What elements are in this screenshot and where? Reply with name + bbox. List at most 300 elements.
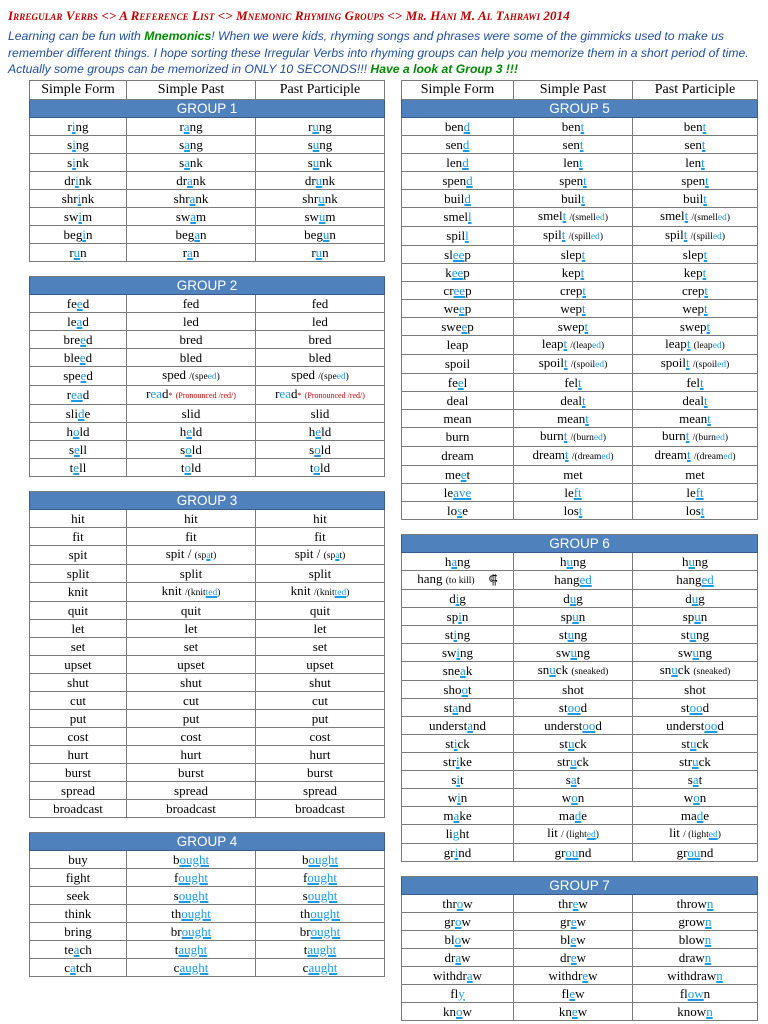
cell-text: t xyxy=(562,208,567,223)
group-title: GROUP 2 xyxy=(30,277,385,295)
cell-text: o xyxy=(454,931,462,947)
cell-text: ) xyxy=(600,341,605,351)
cell-text: /(leap xyxy=(570,341,593,351)
simple-form-cell xyxy=(402,717,514,735)
simple-form-cell xyxy=(402,644,514,662)
simple-past-cell xyxy=(127,528,256,546)
verb-row xyxy=(30,172,385,190)
cell-text: w xyxy=(463,895,473,911)
cell-text: beg xyxy=(175,226,195,242)
simple-form-cell xyxy=(30,941,127,959)
cell-text: n xyxy=(703,985,711,1001)
simple-past-cell xyxy=(514,300,633,318)
cell-text: s xyxy=(451,771,457,787)
cell-text: shut xyxy=(67,674,89,690)
cell-text: p xyxy=(464,246,471,262)
column-header-row xyxy=(402,81,758,100)
cell-text: sp xyxy=(682,608,695,624)
spacer-cell xyxy=(30,818,385,833)
cell-text: u xyxy=(689,735,697,751)
past-participle-cell xyxy=(256,941,385,959)
cell-text: withdr xyxy=(548,967,583,983)
cell-text: blow xyxy=(678,931,705,947)
simple-past-cell xyxy=(514,931,633,949)
past-participle-cell xyxy=(633,172,758,190)
verb-row xyxy=(402,626,758,644)
simple-form-cell xyxy=(402,154,514,172)
simple-form-cell xyxy=(30,423,127,441)
cell-text: t xyxy=(174,941,179,957)
cell-text: ng xyxy=(576,644,590,660)
cell-text: fit xyxy=(185,528,197,544)
cell-text: e xyxy=(79,349,86,365)
cell-text: e xyxy=(84,405,91,421)
cell-text: sli xyxy=(65,405,78,421)
cell-text: a xyxy=(73,941,80,957)
cell-text: set xyxy=(70,638,86,654)
cell-text: ben xyxy=(561,118,581,134)
simple-form-cell xyxy=(402,681,514,699)
cell-text: gr xyxy=(559,913,571,929)
cell-text: ng xyxy=(189,136,203,152)
simple-past-cell xyxy=(514,949,633,967)
cell-text: shr xyxy=(173,190,190,206)
past-participle-cell xyxy=(633,392,758,410)
simple-past-cell xyxy=(127,190,256,208)
cell-text: ht xyxy=(459,826,470,841)
cell-text: t xyxy=(702,118,707,134)
cell-text: s xyxy=(457,502,463,518)
cell-text: ng xyxy=(696,626,710,642)
verb-row xyxy=(402,264,758,282)
cell-text: u xyxy=(689,626,697,642)
simple-form-cell xyxy=(402,282,514,300)
spacer-cell xyxy=(402,520,758,535)
cell-text: / (light xyxy=(683,830,709,840)
cell-text: spe xyxy=(63,368,81,383)
group-spacer xyxy=(402,862,758,877)
simple-form-cell xyxy=(402,410,514,428)
cell-text: n xyxy=(705,913,712,929)
cell-text: ought xyxy=(307,887,338,903)
cell-text: h xyxy=(682,553,689,569)
cell-text: k xyxy=(465,663,473,678)
verb-row xyxy=(30,728,385,746)
cell-text: ed xyxy=(701,572,714,587)
cell-text: n xyxy=(460,789,468,805)
cell-text: st xyxy=(558,626,568,642)
cell-text: withdraw xyxy=(667,967,717,983)
cell-text: gr xyxy=(676,844,688,860)
verb-row xyxy=(30,190,385,208)
past-participle-cell xyxy=(256,887,385,905)
cell-text: a xyxy=(570,771,577,787)
cell-text: burn xyxy=(661,428,686,443)
simple-past-cell xyxy=(514,118,633,136)
cell-text: ed xyxy=(590,232,600,242)
past-participle-cell xyxy=(633,1003,758,1021)
past-participle-cell xyxy=(633,410,758,428)
group-title: GROUP 5 xyxy=(402,100,758,118)
past-participle-cell xyxy=(633,699,758,717)
cell-text: nk xyxy=(192,172,206,188)
cell-text: cut xyxy=(312,692,328,708)
cell-text: e xyxy=(460,466,467,482)
group-header-row xyxy=(30,100,385,118)
cell-text: nd xyxy=(578,844,592,860)
cell-text: ) xyxy=(721,341,725,351)
cell-text: shut xyxy=(309,674,331,690)
cell-text: nd xyxy=(473,717,487,733)
simple-past-cell xyxy=(127,172,256,190)
past-participle-cell xyxy=(256,602,385,620)
simple-past-cell xyxy=(127,510,256,528)
cell-text: know xyxy=(677,1003,707,1019)
past-participle-cell xyxy=(256,764,385,782)
cell-text: e xyxy=(571,1003,578,1019)
cell-text: nd xyxy=(458,844,472,860)
verb-row xyxy=(30,887,385,905)
cell-text: set xyxy=(183,638,199,654)
past-participle-cell xyxy=(256,546,385,565)
cell-text: str xyxy=(443,753,457,769)
cell-text: i xyxy=(454,844,459,860)
cell-text: t xyxy=(303,941,308,957)
cell-text: fit xyxy=(314,528,326,544)
past-participle-cell xyxy=(256,510,385,528)
simple-past-cell xyxy=(127,869,256,887)
cell-text: u xyxy=(312,154,320,170)
cell-text: ng xyxy=(698,644,712,660)
spacer-cell xyxy=(402,862,758,877)
cell-text: ) xyxy=(595,830,599,840)
verb-row xyxy=(402,447,758,466)
cell-text: (Pronounced /red/) xyxy=(304,391,365,400)
simple-form-cell xyxy=(402,190,514,208)
past-participle-cell xyxy=(633,789,758,807)
cell-text: str xyxy=(557,753,571,769)
cell-text: sw xyxy=(441,644,457,660)
simple-form-cell xyxy=(30,959,127,977)
cell-text: u xyxy=(322,226,330,242)
cell-text: kn xyxy=(443,1003,457,1019)
simple-form-cell xyxy=(30,154,127,172)
cell-text: / (light xyxy=(561,830,587,840)
cell-text: ave xyxy=(453,484,472,500)
cell-text: w xyxy=(461,949,471,965)
simple-past-cell xyxy=(514,662,633,681)
cell-text: fed xyxy=(182,295,200,311)
cell-text: ) xyxy=(604,360,608,370)
simple-form-cell xyxy=(402,172,514,190)
verb-row xyxy=(402,590,758,608)
cell-text: sw xyxy=(678,644,693,660)
cell-text: kep xyxy=(683,264,703,280)
cell-text: d xyxy=(696,807,704,823)
past-participle-cell xyxy=(633,931,758,949)
cell-text: /(burn xyxy=(570,433,594,443)
past-participle-cell xyxy=(633,246,758,264)
simple-form-cell xyxy=(30,638,127,656)
cell-text: burst xyxy=(178,764,204,780)
cell-text: spoil xyxy=(538,355,564,370)
cell-text: (sneaked) xyxy=(693,667,731,677)
cell-text: len xyxy=(446,154,463,170)
cell-text: t xyxy=(579,154,583,170)
cell-text: thr xyxy=(558,895,573,911)
cell-text: quit xyxy=(67,602,89,618)
cell-text: sped xyxy=(291,367,319,382)
cell-text: beg xyxy=(63,226,83,242)
cell-text: dr xyxy=(304,172,316,188)
past-participle-cell xyxy=(256,172,385,190)
simple-form-cell xyxy=(30,692,127,710)
cell-text: sp xyxy=(560,608,573,624)
cell-text: t xyxy=(584,318,589,334)
cell-text: sen xyxy=(684,136,702,152)
verb-row xyxy=(402,136,758,154)
cell-text: bled xyxy=(179,349,203,365)
cell-text: ought xyxy=(310,923,341,939)
cell-text: m xyxy=(81,208,93,224)
cell-text: ke xyxy=(459,753,472,769)
cell-text: ed xyxy=(601,452,611,462)
cell-text: ed xyxy=(207,372,217,382)
cell-text: t xyxy=(686,336,691,351)
cell-text: n xyxy=(322,244,329,260)
simple-past-cell xyxy=(127,887,256,905)
simple-form-cell xyxy=(402,428,514,447)
simple-past-cell xyxy=(514,355,633,374)
cell-text: spoil xyxy=(660,355,686,370)
column-header: Simple Past xyxy=(514,81,633,100)
cell-text: d xyxy=(78,405,85,421)
cell-text: mean xyxy=(679,410,708,426)
past-participle-cell xyxy=(256,226,385,244)
cell-text: nk xyxy=(195,190,209,206)
cell-text: fit xyxy=(72,528,84,544)
cell-text: e xyxy=(703,807,710,823)
verb-row xyxy=(402,717,758,735)
cell-text: (sneaked) xyxy=(571,667,609,677)
group-header-row xyxy=(30,277,385,295)
cell-text: p xyxy=(467,318,474,334)
cell-text: dream xyxy=(441,448,474,463)
verb-row xyxy=(402,985,758,1003)
cell-text: u xyxy=(692,644,699,660)
cell-text: hurt xyxy=(180,746,202,762)
cell-text: ed xyxy=(717,213,727,223)
cell-text: st xyxy=(680,699,690,715)
cell-text: ld xyxy=(321,423,332,439)
cell-text: u xyxy=(570,753,577,769)
cell-text: w xyxy=(561,789,572,805)
cell-text: ) xyxy=(602,433,607,443)
verb-row xyxy=(30,746,385,764)
cell-text: n xyxy=(704,949,712,965)
simple-past-cell xyxy=(127,959,256,977)
cell-text: fe xyxy=(447,374,458,390)
simple-form-cell xyxy=(30,800,127,818)
cell-text: spil xyxy=(446,228,466,243)
cell-text: ng xyxy=(319,136,333,152)
cell-text: hit xyxy=(71,510,85,526)
simple-form-cell xyxy=(30,565,127,583)
hand-pointer-icon: ⸿ xyxy=(488,572,498,587)
cell-text: len xyxy=(685,154,702,170)
cell-text: * xyxy=(297,391,302,400)
cell-text: nk xyxy=(324,190,338,206)
verb-row xyxy=(402,466,758,484)
cell-text: e xyxy=(570,913,577,929)
simple-form-cell xyxy=(30,386,127,405)
cell-text: cr xyxy=(443,282,454,298)
cell-text: r xyxy=(146,386,151,401)
cell-text: e xyxy=(73,459,80,475)
verb-row xyxy=(30,923,385,941)
cell-text: ng xyxy=(318,118,332,134)
cell-text: aught xyxy=(178,941,208,957)
cell-text: w xyxy=(461,913,471,929)
cell-text: slid xyxy=(310,405,330,421)
cell-text: swe xyxy=(441,318,462,334)
cell-text: spread xyxy=(174,782,208,798)
cell-text: ed xyxy=(717,360,727,370)
cell-text: ft xyxy=(695,484,704,500)
intro-text-1: Learning can be fun with xyxy=(8,29,145,43)
cell-text: ld xyxy=(191,441,202,457)
cell-text: /(smell xyxy=(569,213,596,223)
cell-text: li xyxy=(445,826,453,841)
verb-row xyxy=(402,844,758,862)
verb-row xyxy=(402,735,758,753)
cell-text: t xyxy=(580,264,585,280)
verb-row xyxy=(402,1003,758,1021)
simple-past-cell xyxy=(127,602,256,620)
intro-text-2: ! When we were kids, rhyming songs and phrases were some of the gimmicks used to make us remember different things. I hope sorting these Irregular Verbs into rhyming groups can help you memorize them in a short period of time. Actually some groups can be memorized in ONLY 10 SECONDS!!! xyxy=(8,29,749,76)
cell-text: str xyxy=(679,753,693,769)
cell-text: t xyxy=(582,282,586,298)
cell-text: beg xyxy=(304,226,323,242)
past-participle-cell xyxy=(633,318,758,336)
cell-text: u xyxy=(572,608,579,624)
simple-past-cell xyxy=(127,746,256,764)
cell-text: bl xyxy=(444,931,455,947)
cell-text: t xyxy=(583,172,587,188)
cell-text: crep xyxy=(560,282,583,298)
cell-text: s xyxy=(179,154,185,170)
verb-row xyxy=(402,771,758,789)
cell-text: dream xyxy=(654,447,687,462)
group-spacer xyxy=(30,477,385,492)
cell-text: ed xyxy=(708,830,718,840)
cell-text: u xyxy=(569,590,577,606)
simple-form-cell xyxy=(402,789,514,807)
cell-text: ed xyxy=(595,213,605,223)
simple-form-cell xyxy=(402,264,514,282)
verb-row xyxy=(402,608,758,626)
cell-text: len xyxy=(563,154,580,170)
cell-text: d xyxy=(86,368,93,383)
past-participle-cell xyxy=(633,502,758,520)
simple-past-cell xyxy=(514,626,633,644)
cell-text: ea xyxy=(150,386,162,401)
cell-text: g xyxy=(452,826,460,841)
cell-text: (sp xyxy=(323,551,336,561)
verb-row xyxy=(402,662,758,681)
past-participle-cell xyxy=(633,154,758,172)
cell-text: le xyxy=(564,484,574,500)
cell-text: ou xyxy=(687,844,701,860)
verb-row xyxy=(30,118,385,136)
cell-text: s xyxy=(302,887,308,903)
verb-row xyxy=(402,318,758,336)
cell-text: deal xyxy=(446,392,469,408)
cell-text: deal xyxy=(682,392,705,408)
cell-text: ed xyxy=(595,360,605,370)
cell-text: t xyxy=(702,264,707,280)
cell-text: (leap xyxy=(693,341,713,351)
cell-text: a xyxy=(452,699,459,715)
simple-form-cell xyxy=(402,608,514,626)
verb-row xyxy=(402,336,758,355)
cell-text: ) xyxy=(726,360,730,370)
cell-text: slep xyxy=(682,246,704,262)
past-participle-cell xyxy=(633,447,758,466)
column-header: Past Participle xyxy=(633,81,758,100)
simple-form-cell xyxy=(30,710,127,728)
verb-row xyxy=(30,638,385,656)
cell-text: dr xyxy=(64,172,76,188)
simple-form-cell xyxy=(30,441,127,459)
cell-text: ng xyxy=(574,626,588,642)
cell-text: met xyxy=(563,466,583,482)
cell-text: e xyxy=(80,331,86,347)
cell-text: t xyxy=(579,136,584,152)
simple-past-cell xyxy=(514,172,633,190)
verb-row xyxy=(402,931,758,949)
simple-form-cell xyxy=(402,392,514,410)
cell-text: u xyxy=(692,753,699,769)
verb-row xyxy=(402,553,758,571)
verb-row xyxy=(402,753,758,771)
cell-text: /(burn xyxy=(692,433,716,443)
cell-text: let xyxy=(71,620,85,636)
cell-text: leap xyxy=(665,336,687,351)
simple-past-cell xyxy=(514,264,633,282)
simple-form-cell xyxy=(30,620,127,638)
cell-text: t xyxy=(578,374,582,390)
cell-text: n xyxy=(578,608,586,624)
cell-text: fight xyxy=(65,869,91,885)
cell-text: burst xyxy=(307,764,333,780)
verb-row xyxy=(30,710,385,728)
past-participle-cell xyxy=(256,710,385,728)
cell-text: ea xyxy=(71,387,83,402)
verb-row xyxy=(30,295,385,313)
cell-text: burn xyxy=(539,428,564,443)
simple-form-cell xyxy=(30,459,127,477)
simple-form-cell xyxy=(402,825,514,844)
cell-text: t xyxy=(580,118,585,134)
cell-text: a xyxy=(335,551,340,561)
cell-text: t xyxy=(698,771,703,787)
cell-text: (sp xyxy=(194,551,207,561)
cell-text: o xyxy=(456,1003,463,1019)
cell-text: sl xyxy=(444,246,453,262)
simple-past-cell xyxy=(127,459,256,477)
cell-text: ng xyxy=(695,553,708,569)
